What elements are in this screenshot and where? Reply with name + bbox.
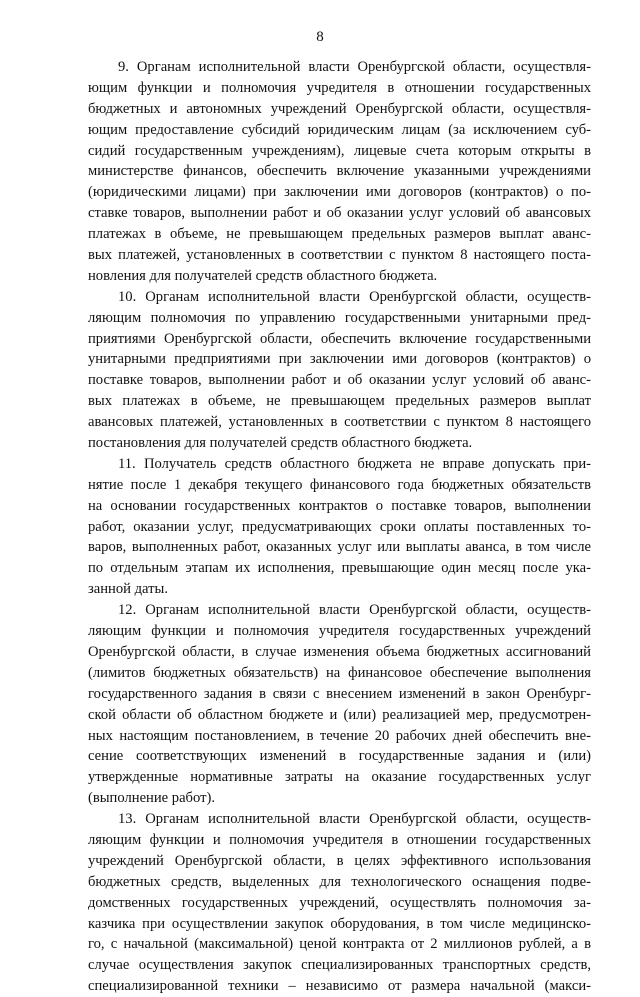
text-line: государственного задания в связи с внесением изменений в закон Оренбург- (88, 685, 591, 702)
text-line: поставке товаров, выполнении работ и об оказании услуг условий об аванс- (88, 372, 591, 389)
text-line: (юридическими лицами) при заключении ими договоров (контрактов) о по- (88, 184, 591, 201)
text-line: (выполнение работ). (88, 790, 215, 807)
text-line: платежах в объеме, не превышающем предельных размеров выплат аванс- (88, 226, 591, 243)
text-line: приятиями Оренбургской области, обеспечить включение государственными (88, 330, 591, 347)
paragraph-13 (88, 809, 591, 997)
text-line: ляющим полномочия по управлению государственными унитарными пред- (88, 309, 591, 326)
text-line: бюджетных и автономных учреждений Оренбургской области, осуществля- (88, 100, 591, 117)
text-line: учреждений Оренбургской области, в целях эффективного использования (88, 852, 591, 869)
text-line: 12. Органам исполнительной власти Оренбургской области, осуществ- (118, 602, 591, 619)
text-line: сение соответствующих изменений в государственные задания и (или) (88, 748, 591, 765)
text-line: ющим предоставление субсидий юридическим лицам (за исключением суб- (88, 121, 591, 138)
text-line: 13. Органам исполнительной власти Оренбургской области, осуществ- (118, 811, 591, 828)
text-line: 10. Органам исполнительной власти Оренбургской области, осуществ- (118, 288, 591, 305)
text-line: вых платежей, установленных в соответствии с пунктом 8 настоящего поста- (88, 247, 591, 264)
text-line: утвержденные нормативные затраты на оказание государственных услуг (88, 769, 591, 786)
text-line: варов, выполненных работ, оказанных услуг или выплаты аванса, в том числе (88, 539, 591, 556)
text-line: (лимитов бюджетных обязательств) на финансовое обеспечение выполнения (88, 664, 591, 681)
text-line: ных настоящим постановлением, в течение 20 рабочих дней обеспечить вне- (88, 727, 591, 744)
text-line: домственных государственных учреждений, осуществлять полномочия за- (88, 894, 591, 911)
text-line: авансовых платежей, установленных в соответствии с пунктом 8 настоящего (88, 414, 591, 431)
paragraph-12 (88, 600, 591, 809)
text-line: 11. Получатель средств областного бюджета не вправе допускать при- (118, 455, 591, 472)
text-line: специализированной техники – независимо от размера начальной (макси- (88, 978, 591, 995)
document-body (88, 57, 591, 997)
text-line: бюджетных средств, выделенных для технологического оснащения подве- (88, 873, 591, 890)
text-line: новления для получателей средств областного бюджета. (88, 267, 438, 284)
text-line: постановления для получателей средств областного бюджета. (88, 435, 473, 452)
text-line: на основании государственных контрактов о поставке товаров, выполнении (88, 497, 591, 514)
paragraph-11 (88, 454, 591, 600)
text-line: случае осуществления закупок специализированных транспортных средств, (88, 957, 591, 974)
paragraph-9 (88, 57, 591, 287)
text-line: ляющим функции и полномочия учредителя государственных учреждений (88, 623, 591, 640)
text-line: нятие после 1 декабря текущего финансового года бюджетных обязательств (88, 476, 591, 493)
text-line: по отдельным этапам их исполнения, превышающие один месяц после ука- (88, 560, 591, 577)
page-number: 8 (316, 29, 324, 45)
text-line: Оренбургской области, в случае изменения объема бюджетных ассигнований (88, 643, 591, 660)
text-line: казчика при осуществлении закупок оборудования, в том числе медицинско- (88, 915, 591, 932)
text-line: 9. Органам исполнительной власти Оренбургской области, осуществля- (118, 59, 591, 75)
text-line: ставке товаров, выполнении работ и об оказании услуг условий об авансовых (88, 205, 591, 222)
paragraph-10 (88, 287, 591, 454)
text-line: занной даты. (88, 581, 168, 598)
text-line: работ, оказании услуг, предусматривающих сроки оплаты поставленных то- (88, 518, 591, 535)
text-line: ющим функции и полномочия учредителя в отношении государственных (88, 79, 591, 96)
text-line: министерстве финансов, обеспечить включение указанными учреждениями (88, 163, 591, 180)
text-line: го, с начальной (максимальной) ценой контракта от 2 миллионов рублей, а в (88, 936, 591, 953)
text-line: сидий государственным учреждениям), лицевые счета которым открыты в (88, 142, 591, 159)
text-line: ской области об областном бюджете и (или) реализацией мер, предусмотрен- (88, 706, 591, 723)
text-line: ляющим функции и полномочия учредителя в отношении государственных (88, 831, 591, 848)
text-line: вых платежах в объеме, не превышающем предельных размеров выплат (88, 393, 591, 410)
text-line: унитарными предприятиями при заключении ими договоров (контрактов) о (88, 351, 591, 368)
